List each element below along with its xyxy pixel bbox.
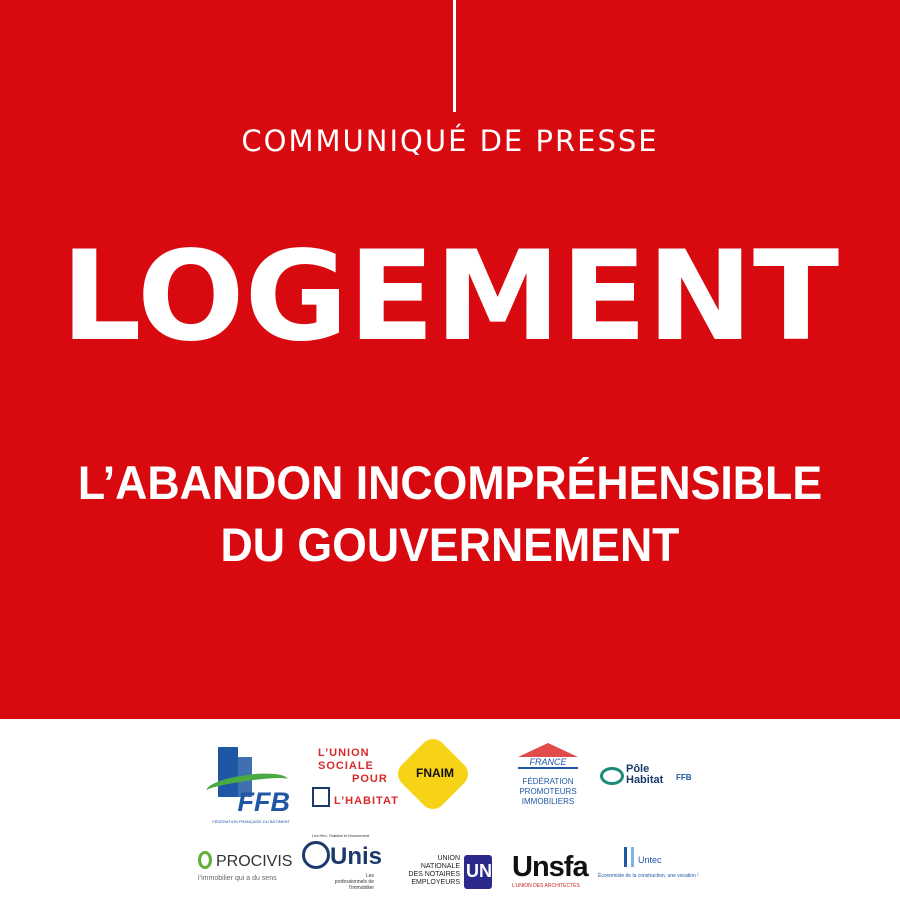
roof-icon <box>518 743 578 757</box>
unne-text: UNION NATIONALE DES NOTAIRES EMPLOYEURS <box>408 855 460 886</box>
house-icon <box>312 787 330 807</box>
fpi-line-2: PROMOTEURS <box>519 787 577 796</box>
pole-habitat-suffix: FFB <box>676 773 692 782</box>
procivis-name: PROCIVIS <box>216 853 293 870</box>
unne-logo <box>408 855 503 895</box>
procivis-logo <box>198 851 298 887</box>
procivis-icon <box>198 851 212 869</box>
partner-logos <box>0 719 900 900</box>
unis-ring-icon <box>302 841 330 869</box>
pole-habitat-text <box>626 764 663 786</box>
unsfa-name: Unsfa <box>512 851 588 883</box>
ush-tagline: Les Hlm, l’habitat et Mouvement <box>312 833 370 838</box>
procivis-tagline: l’immobilier qui a du sens <box>198 875 277 882</box>
untec-name: Untec <box>638 855 662 865</box>
unsfa-tagline: L’UNION DES ARCHITECTES <box>512 883 580 889</box>
untec-tagline: Économiste de la construction, une vocation ! <box>598 873 699 879</box>
pole-habitat-line-1: Pôle <box>626 763 650 775</box>
unsfa-logo <box>512 851 588 891</box>
fnaim-name: FNAIM <box>416 766 454 780</box>
fpi-line-3: IMMOBILIERS <box>521 797 575 806</box>
unne-badge: UNe <box>466 861 503 881</box>
unis-logo <box>300 841 396 891</box>
subheadline-line-1: L’ABANDON INCOMPRÉHENSIBLE <box>77 456 823 509</box>
untec-logo <box>598 847 702 887</box>
fpi-line-1: FÉDÉRATION <box>522 777 574 786</box>
subheadline-line-2: DU GOUVERNEMENT <box>220 518 680 571</box>
fpi-country: FRANCE <box>518 757 578 769</box>
ffb-tagline: FÉDÉRATION FRANÇAISE DU BÂTIMENT <box>212 819 290 824</box>
ush-line-4: L’HABITAT <box>334 795 399 807</box>
ush-line-2: SOCIALE <box>318 760 374 772</box>
pole-habitat-icon <box>600 767 624 785</box>
pole-habitat-line-2: Habitat <box>626 774 664 786</box>
ush-line-1: L’UNION <box>318 747 370 759</box>
ffb-name: FFB <box>237 787 290 817</box>
fpi-logo <box>514 743 582 815</box>
unis-name: Unis <box>330 843 383 870</box>
divider-line <box>453 0 456 112</box>
fpi-text <box>514 777 582 807</box>
subheadline <box>23 452 878 576</box>
press-release-label: COMMUNIQUÉ DE PRESSE <box>241 124 659 158</box>
ush-line-3: POUR <box>352 773 388 785</box>
ush-logo <box>312 747 398 839</box>
ffb-logo <box>204 747 290 835</box>
pole-habitat-logo <box>600 763 696 791</box>
untec-icon <box>624 847 634 867</box>
headline: LOGEMENT <box>60 225 840 369</box>
unis-tagline: Les professionnels de l’immobilier <box>334 873 374 891</box>
